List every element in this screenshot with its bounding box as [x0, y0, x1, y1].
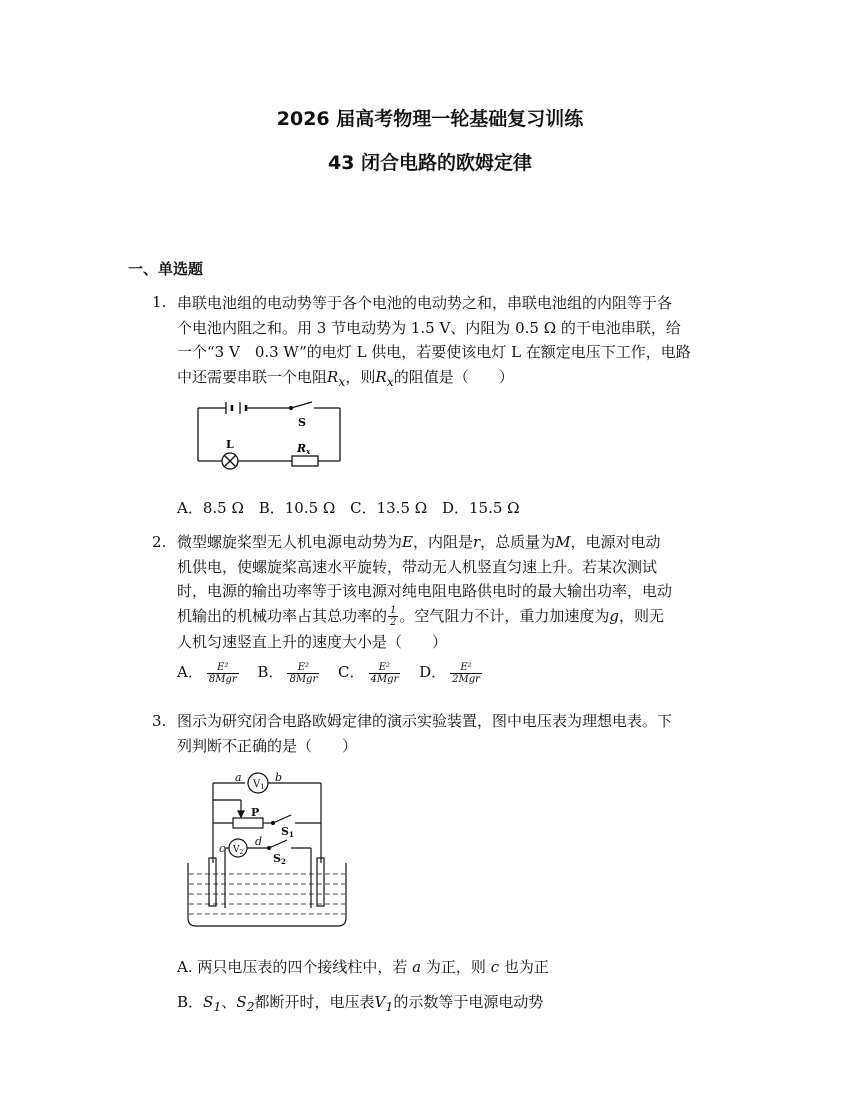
q1-line-4: 中还需要串联一个电阻$R_x$，则$R_x$的阻值是（ ）: [177, 367, 514, 389]
switch-s2: [269, 840, 287, 848]
q3-experiment-diagram: [183, 768, 353, 933]
question-1-text: [177, 291, 737, 394]
svg-text:d: d: [255, 835, 263, 848]
svg-text:c: c: [219, 842, 226, 855]
svg-text:S: S: [298, 416, 306, 429]
q1-option-c[interactable]: C．13.5 Ω: [350, 499, 428, 517]
fraction-one-half: $\frac{1}{2}$: [390, 605, 397, 628]
question-2-text: [177, 530, 737, 654]
q2-line-3: 时，电源的输出功率等于该电源对纯电阻电路供电时的最大输出功率，电动: [177, 582, 673, 600]
svg-text:Rx: Rx: [297, 442, 311, 456]
question-3-text: [177, 709, 737, 758]
q2-line-5: 人机匀速竖直上升的速度大小是（ ）: [177, 632, 448, 651]
resistor-rx: [292, 456, 318, 466]
rheostat: [233, 818, 263, 828]
q3-line-2: 列判断不正确的是（ ）: [177, 736, 358, 755]
svg-text:V2: $V_2$: [233, 845, 244, 856]
q1-option-d[interactable]: D．15.5 Ω: [441, 499, 520, 517]
q2-option-b[interactable]: B． $\frac{\text{E²}}{\text{8Mgr}}$: [257, 661, 318, 685]
svg-text:P: P: [251, 806, 260, 819]
q1-line-1: 串联电池组的电动势等于各个电池的电动势之和，串联电池组的内阻等于各: [177, 294, 673, 312]
q1-option-b[interactable]: B．10.5 Ω: [258, 499, 336, 517]
q2-line-2: 机供电，使螺旋桨高速水平旋转，带动无人机竖直匀速上升。若某次测试: [177, 557, 658, 576]
switch-s: [291, 402, 312, 408]
svg-text:V1: $V_1$: [253, 779, 265, 791]
question-3-number: 3.: [152, 712, 167, 730]
switch-s1: [273, 815, 291, 823]
q2-option-c[interactable]: C． $\frac{\text{E²}}{\text{4Mgr}}$: [338, 661, 399, 685]
q3-option-b[interactable]: B．$S_1$、$S_2$都断开时，电压表$V_1$的示数等于电源电动势: [177, 993, 544, 1014]
electrode-left: [209, 858, 216, 906]
svg-text:b: b: [275, 771, 283, 784]
svg-text:L: L: [226, 438, 234, 451]
q2-option-a[interactable]: A． $\frac{\text{E²}}{\text{8Mgr}}$: [177, 661, 237, 685]
svg-text:S2: S2: [273, 852, 286, 866]
q3-option-a[interactable]: A. 两只电压表的四个接线柱中，若 a 为正，则 c 也为正: [177, 958, 549, 976]
q2-line-4: 机输出的机械功率占其总功率的 $\frac{1}{2}$ 。空气阻力不计，重力加速度为g，则无: [177, 605, 665, 628]
section-heading: 一、单选题: [128, 260, 204, 278]
page-title: 2026 届高考物理一轮基础复习训练: [276, 108, 584, 130]
question-1-options: [177, 497, 530, 518]
q2-line-1: 微型螺旋桨型无人机电源电动势为E，内阻是r，总质量为M，电源对电动: [177, 533, 661, 551]
page-subtitle: 43 闭合电路的欧姆定律: [327, 152, 533, 174]
svg-text:S1: S1: [281, 825, 294, 839]
q1-circuit-diagram: [190, 393, 350, 473]
q1-line-2: 个电池内阻之和。用 3 节电动势为 1.5 V、内阻为 0.5 Ω 的干电池串联，给: [177, 318, 681, 337]
q1-line-3: 一个“3 V 0.3 W”的电灯 L 供电，若要使该电灯 L 在额定电压下工作，电路: [177, 343, 691, 361]
q3-line-1: 图示为研究闭合电路欧姆定律的演示实验装置，图中电压表为理想电表。下: [177, 712, 673, 730]
question-2-options: [177, 661, 496, 685]
svg-text:a: a: [235, 771, 242, 784]
question-2-number: 2.: [152, 533, 167, 551]
electrode-right: [317, 858, 324, 906]
electrolyte-tank: [188, 863, 346, 926]
question-1-number: 1.: [152, 293, 167, 311]
q1-option-a[interactable]: A．8.5 Ω: [177, 499, 244, 517]
q2-option-d[interactable]: D． $\frac{\text{E²}}{\text{2Mgr}}$: [419, 661, 480, 685]
